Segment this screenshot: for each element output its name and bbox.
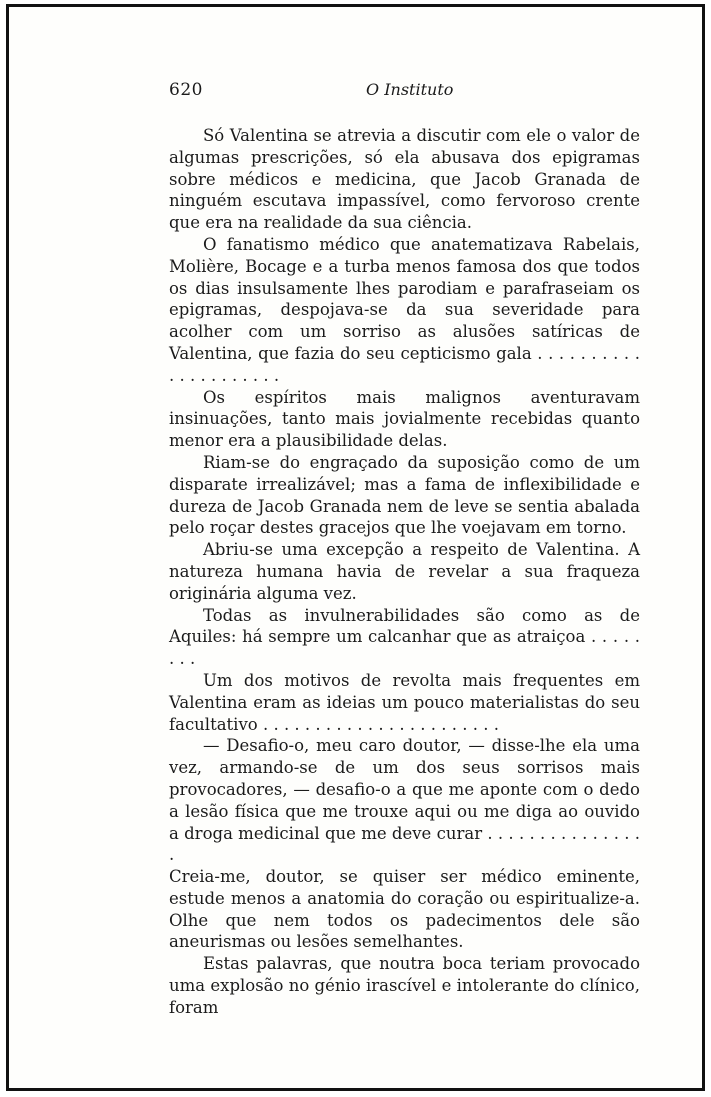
body-text — [169, 125, 640, 1019]
paragraph: Riam-se do engraçado da suposição como de um disparate irrealizável; mas a fama de inflexibilidade e dureza de Jacob Granada nem de leve se sentia abalada pelo roçar destes gracejos que lhe voejavam em torno. — [169, 452, 640, 538]
page-header — [169, 80, 639, 104]
paragraph: Todas as invulnerabilidades são como as de Aquiles: há sempre um calcanhar que as atraiçoa . . . . . . . . — [169, 605, 640, 669]
paragraph: Creia-me, doutor, se quiser ser médico eminente, estude menos a anatomia do coração ou espiritualize-a. Olhe que nem todos os padecimentos dele são aneurismas ou lesões semelhantes. — [169, 867, 640, 952]
paragraph: O fanatismo médico que anatematizava Rabelais, Molière, Bocage e a turba menos famosa dos que todos os dias insulsamente lhes parodiam e parafraseiam os epigramas, despojava-se da sua severidade para acolher com um sorriso as alusões satíricas de Valentina, que fazia do seu cepticismo gala . . . . . . . . . . . . . . . . . . . . . — [169, 234, 640, 385]
dialogue-paragraph: — Desafio-o, meu caro doutor, — disse-lhe ela uma vez, armando-se de um dos seus sorrisos mais provocadores, — desafio-o a que me aponte com o dedo a lesão física que me trouxe aqui ou me diga ao ouvido a droga medicinal que me deve curar . . . . . . . . . . . . . . . . — [169, 736, 640, 865]
page-number: 620 — [169, 80, 203, 100]
paragraph: Só Valentina se atrevia a discutir com ele o valor de algumas prescrições, só ela abusava dos epigramas sobre médicos e medicina, que Jacob Granada de ninguém escutava impassível, como fervoroso crente que era na realidade da sua ciência. — [169, 126, 640, 233]
paragraph: Abriu-se uma excepção a respeito de Valentina. A natureza humana havia de revelar a sua fraqueza originária alguma vez. — [169, 540, 640, 603]
paragraph: Um dos motivos de revolta mais frequentes em Valentina eram as ideias um pouco materialistas do seu facultativo . . . . . . . . . . . . . . . . . . . . . . . — [169, 670, 640, 734]
paragraph: Estas palavras, que noutra boca teriam provocado uma explosão no génio irascível e intolerante do clínico, foram — [169, 954, 640, 1017]
running-title: O Instituto — [366, 80, 454, 99]
paragraph: Os espíritos mais malignos aventuravam insinuações, tanto mais jovialmente recebidas quanto menor era a plausibilidade delas. — [169, 387, 640, 451]
